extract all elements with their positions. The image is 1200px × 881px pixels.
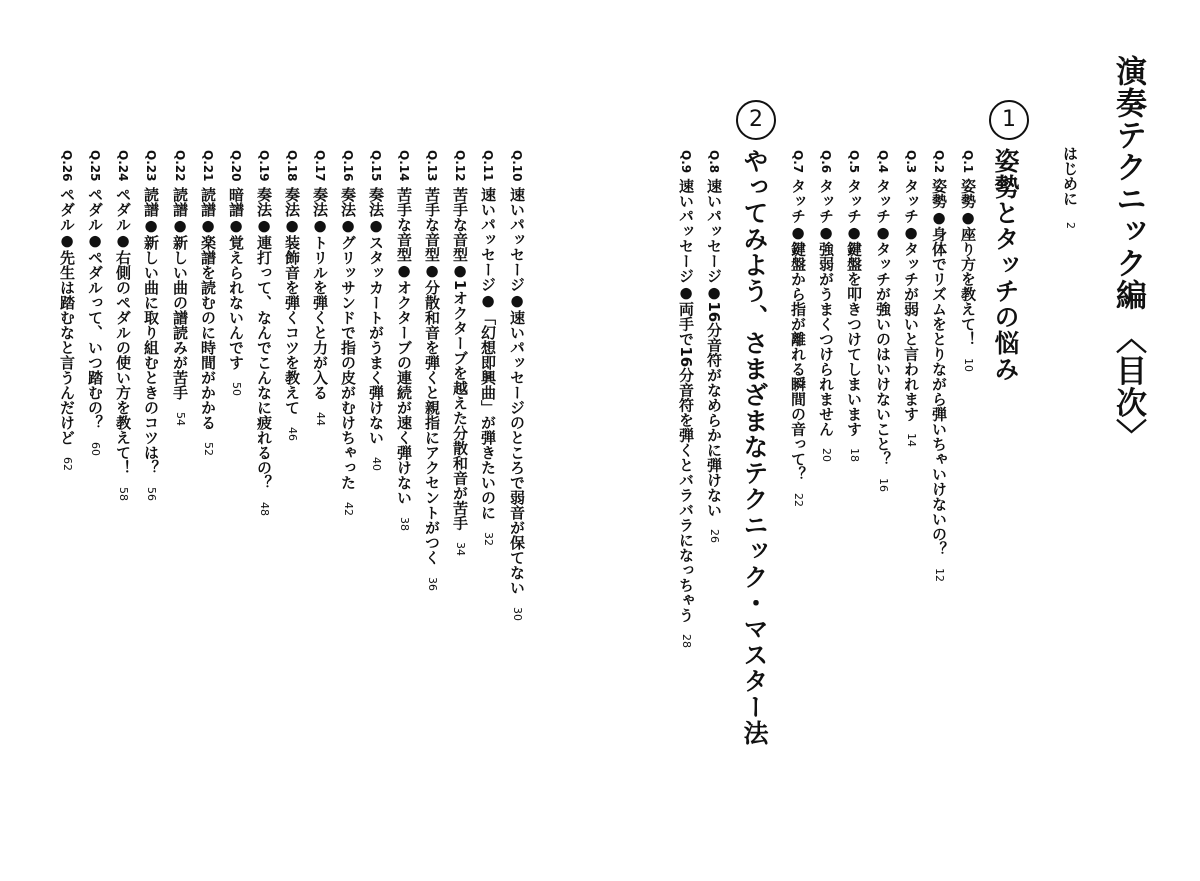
toc-item-page: 44 (314, 411, 327, 426)
toc-item-page: 16 (877, 478, 890, 493)
toc-item-title: 読譜●楽譜を読むのに時間がかかる (199, 186, 217, 430)
toc-item-number: Q.4 (876, 150, 890, 174)
toc-item-title: 苦手な音型●オクターブの連続が速く弾けない (395, 186, 413, 505)
toc-item-title: 読譜●新しい曲に取り組むときのコツは？ (142, 186, 160, 475)
toc-item-title: タッチ●タッチが強いのはいけないこと？ (874, 178, 892, 467)
toc-item-title: タッチ●鍵盤を叩きつけてしまいます (845, 178, 863, 437)
toc-item-page: 36 (426, 576, 439, 591)
toc-item-number: Q.8 (707, 150, 721, 174)
toc-item[interactable] (340, 150, 355, 516)
page-title: 演奏テクニック編 〈目次〉 (1110, 55, 1146, 451)
toc-item-number: Q.21 (201, 150, 215, 182)
toc-item-number: Q.13 (425, 150, 439, 182)
toc-item-title: 奏法●トリルを弾くと力が入る (311, 186, 329, 400)
intro-label: はじめに (1061, 146, 1079, 206)
toc-item-number: Q.22 (173, 150, 187, 182)
toc-item[interactable] (87, 150, 102, 456)
toc-item[interactable] (59, 150, 74, 471)
toc-item-title: 奏法●連打って、なんでこんなに疲れるの？ (255, 186, 273, 490)
toc-item-number: Q.17 (313, 150, 327, 182)
toc-item[interactable] (424, 150, 439, 591)
toc-item-page: 56 (145, 486, 158, 501)
toc-item-page: 46 (286, 426, 299, 441)
toc-item-number: Q.5 (847, 150, 861, 174)
toc-item-title: ペダル●ペダルって、いつ踏むの？ (86, 186, 104, 430)
toc-item[interactable] (200, 150, 215, 456)
toc-item[interactable] (875, 150, 890, 492)
toc-item-page: 60 (89, 441, 102, 456)
toc-item-title: 速いパッセージ●16分音符がなめらかに弾けない (705, 178, 723, 518)
toc-item-number: Q.9 (679, 150, 693, 174)
toc-item-page: 12 (933, 568, 946, 583)
intro-page: 2 (1064, 222, 1077, 229)
toc-item-number: Q.26 (60, 150, 74, 182)
toc-item-page: 20 (820, 448, 833, 463)
toc-item-title: 姿勢●身体でリズムをとりながら弾いちゃいけないの？ (930, 178, 948, 557)
section-number-1: 1 (989, 100, 1029, 140)
toc-item-page: 26 (708, 529, 721, 544)
toc-item[interactable] (228, 150, 243, 396)
toc-item-page: 42 (342, 501, 355, 516)
toc-item-title: 奏法●グリッサンドで指の皮がむけちゃった (339, 186, 357, 490)
toc-item[interactable] (143, 150, 158, 501)
toc-item-title: タッチ●鍵盤から指が離れる瞬間の音って？ (789, 178, 807, 482)
toc-item-title: 読譜●新しい曲の譜読みが苦手 (171, 186, 189, 400)
toc-item[interactable] (312, 150, 327, 426)
toc-item[interactable] (452, 150, 467, 556)
toc-item-title: ペダル●右側のペダルの使い方を教えて！ (114, 186, 132, 475)
toc-item-title: タッチ●タッチが弱いと言われます (902, 178, 920, 422)
toc-item[interactable] (480, 150, 495, 546)
toc-item-page: 28 (680, 634, 693, 649)
toc-item-number: Q.2 (932, 150, 946, 174)
toc-item-title: 苦手な音型●1オクターブを越えた分散和音が苦手 (451, 186, 469, 531)
section-number-2: 2 (736, 100, 776, 140)
toc-item-number: Q.18 (285, 150, 299, 182)
toc-item-page: 50 (230, 381, 243, 396)
toc-item-number: Q.20 (229, 150, 243, 182)
toc-item[interactable] (368, 150, 383, 471)
toc-item[interactable] (931, 150, 946, 582)
toc-item[interactable] (284, 150, 299, 441)
toc-item-title: 奏法●装飾音を弾くコツを教えて (283, 186, 301, 415)
toc-item-title: 奏法●スタッカートがうまく弾けない (367, 186, 385, 445)
toc-item-number: Q.19 (257, 150, 271, 182)
toc-item[interactable] (706, 150, 721, 543)
toc-item-number: Q.6 (819, 150, 833, 174)
toc-item[interactable] (960, 150, 975, 372)
toc-item[interactable] (256, 150, 271, 516)
toc-item-title: 姿勢●座り方を教えて！ (959, 178, 977, 347)
toc-item[interactable] (846, 150, 861, 462)
toc-item-number: Q.25 (88, 150, 102, 182)
toc-item-number: Q.12 (453, 150, 467, 182)
toc-item-title: タッチ●強弱がうまくつけられません (817, 178, 835, 437)
toc-item-page: 54 (174, 411, 187, 426)
toc-item-title: 暗譜●覚えられないんです (227, 186, 245, 370)
toc-item[interactable] (509, 150, 524, 621)
toc-item-number: Q.23 (144, 150, 158, 182)
toc-item-title: 苦手な音型●分散和音を弾くと親指にアクセントがつく (423, 186, 441, 565)
toc-item-page: 10 (962, 358, 975, 373)
toc-item-number: Q.15 (369, 150, 383, 182)
toc-item[interactable] (678, 150, 693, 648)
toc-item-number: Q.10 (510, 150, 524, 182)
toc-item-number: Q.11 (481, 150, 495, 182)
toc-item-page: 48 (258, 501, 271, 516)
toc-item[interactable] (790, 150, 805, 507)
toc-item-page: 34 (454, 542, 467, 557)
toc-item-title: ペダル●先生は踏むなと言うんだけど (58, 186, 76, 445)
toc-item-number: Q.3 (904, 150, 918, 174)
toc-item[interactable] (818, 150, 833, 462)
section-title-2: やってみよう、さまざまなテクニック・マスター法 (740, 148, 769, 746)
toc-item-title: 速いパッセージ●速いパッセージのところで弱音が保てない (508, 186, 526, 595)
toc-item-page: 58 (117, 486, 130, 501)
toc-item-page: 52 (202, 441, 215, 456)
toc-item-page: 14 (905, 433, 918, 448)
toc-item[interactable] (172, 150, 187, 426)
toc-item-number: Q.24 (116, 150, 130, 182)
toc-item-page: 32 (482, 531, 495, 546)
toc-item[interactable] (115, 150, 130, 501)
toc-item-number: Q.7 (791, 150, 805, 174)
section-title-1: 姿勢とタッチの悩み (991, 148, 1020, 382)
toc-item-title: 速いパッセージ●「幻想即興曲」が弾きたいのに (479, 186, 497, 520)
toc-item-number: Q.16 (341, 150, 355, 182)
intro-entry[interactable] (1062, 146, 1077, 229)
toc-item[interactable] (396, 150, 411, 531)
toc-item[interactable] (903, 150, 918, 447)
toc-item-page: 38 (398, 516, 411, 531)
toc-item-page: 62 (61, 456, 74, 471)
toc-item-number: Q.1 (961, 150, 975, 174)
toc-item-page: 30 (511, 606, 524, 621)
toc-item-page: 22 (792, 493, 805, 508)
toc-item-page: 18 (848, 448, 861, 463)
toc-item-number: Q.14 (397, 150, 411, 182)
toc-item-page: 40 (370, 456, 383, 471)
toc-item-title: 速いパッセージ●両手で16分音符を弾くとバラバラになっちゃう (677, 178, 695, 623)
